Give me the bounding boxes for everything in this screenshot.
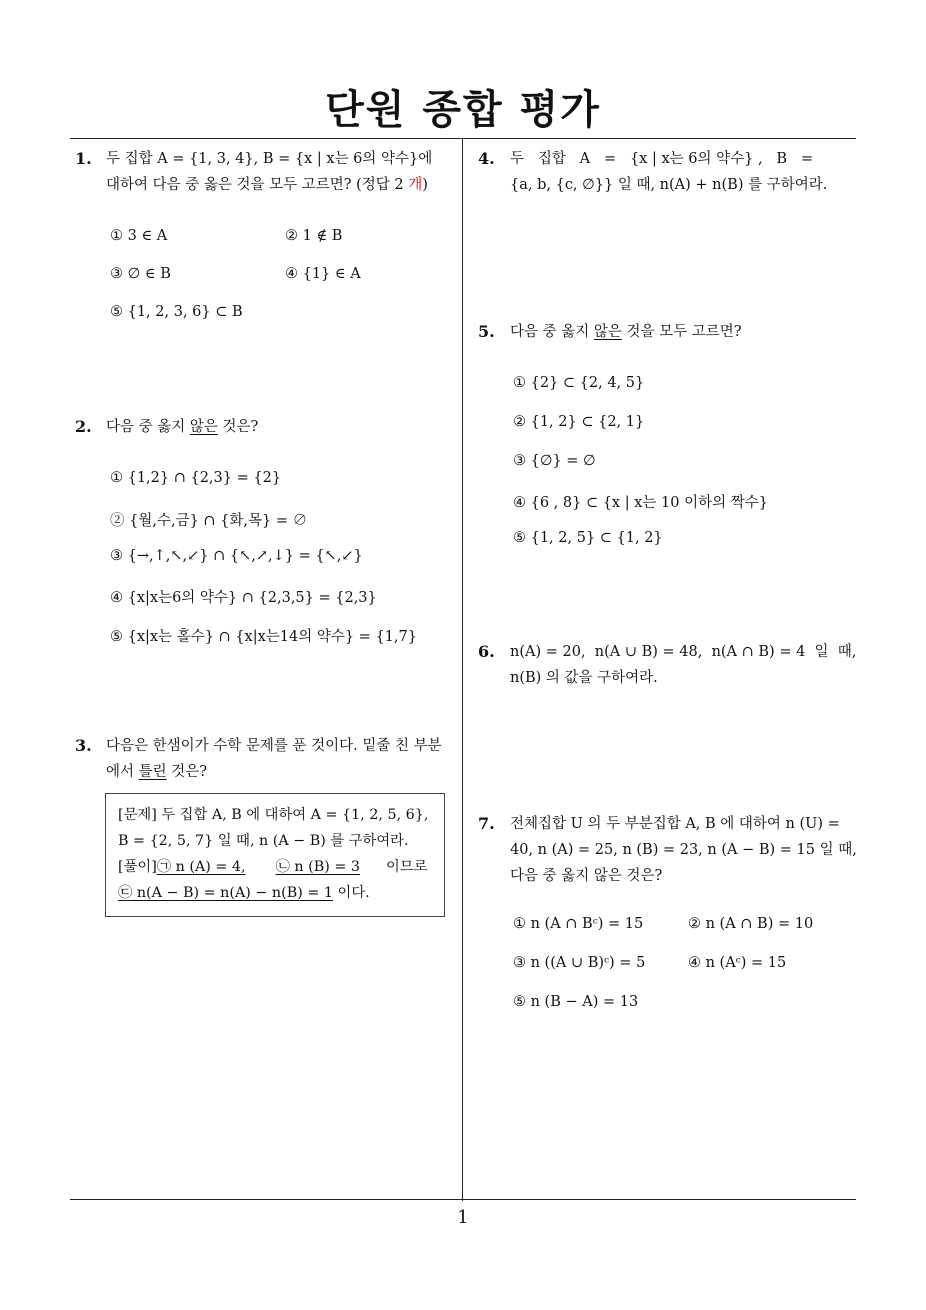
step-a[interactable]: ㉠ n (A) = 4, — [156, 859, 246, 875]
question-text-line2: 대하여 다음 중 옳은 것을 모두 고르면? (정답 2 개) — [106, 177, 428, 193]
step-b[interactable]: ㉡ n (B) = 3 — [275, 859, 360, 875]
question-number: 7. — [478, 814, 495, 833]
bottom-rule — [70, 1199, 856, 1200]
solution-line-2: ㉢ n(A − B) = n(A) − n(B) = 1 이다. — [118, 885, 370, 901]
question-text: n(A) = 20, n(A ∪ B) = 48, n(A ∩ B) = 4 일 때, — [510, 644, 857, 660]
question-text-line2: n(B) 의 값을 구하여라. — [510, 670, 658, 686]
page-title: 단원 종합 평가 — [325, 87, 601, 133]
question-number: 2. — [75, 417, 92, 436]
choice-2[interactable]: ② 1 ∉ B — [285, 228, 343, 244]
choice-3[interactable]: ③ {→,↑,↖,↙} ∩ {↖,↗,↓} = {↖,↙} — [110, 548, 363, 564]
answer-count: 개 — [408, 177, 423, 193]
solution-line-1: [풀이]㉠ n (A) = 4, ㉡ n (B) = 3 이므로 — [118, 859, 428, 875]
question-number: 1. — [75, 149, 92, 168]
choice-5[interactable]: ⑤ {1, 2, 3, 6} ⊂ B — [110, 304, 243, 320]
question-text: 다음은 한샘이가 수학 문제를 푼 것이다. 밑줄 친 부분 — [106, 738, 442, 754]
choice-1[interactable]: ① {1,2} ∩ {2,3} = {2} — [110, 470, 282, 486]
question-number: 6. — [478, 642, 495, 661]
question-text: 두 집합 A = {1, 3, 4}, B = {x | x는 6의 약수}에 — [106, 151, 433, 167]
question-text-line2: 40, n (A) = 25, n (B) = 23, n (A − B) = 15 일 때, — [510, 842, 857, 858]
choice-4[interactable]: ④ {x|x는6의 약수} ∩ {2,3,5} = {2,3} — [110, 590, 377, 606]
choice-5[interactable]: ⑤ {x|x는 홀수} ∩ {x|x는14의 약수} = {1,7} — [110, 629, 417, 645]
choice-1[interactable]: ① {2} ⊂ {2, 4, 5} — [513, 375, 645, 391]
question-number: 4. — [478, 149, 495, 168]
underlined-word: 틀린 — [138, 764, 167, 780]
choice-2[interactable]: ② {1, 2} ⊂ {2, 1} — [513, 414, 645, 430]
choice-3[interactable]: ③ {∅} = ∅ — [513, 453, 596, 469]
choice-2[interactable]: ② {월,수,금} ∩ {화,목} = ∅ — [110, 513, 308, 529]
step-c[interactable]: ㉢ n(A − B) = n(A) − n(B) = 1 — [118, 885, 333, 901]
question-text: 다음 중 옳지 않은 것을 모두 고르면? — [510, 324, 742, 340]
choice-1[interactable]: ① n (A ∩ Bᶜ) = 15 — [513, 916, 644, 932]
choice-4[interactable]: ④ {1} ∈ A — [285, 266, 361, 282]
column-divider — [462, 139, 463, 1201]
choice-5[interactable]: ⑤ {1, 2, 5} ⊂ {1, 2} — [513, 530, 663, 546]
question-text: 전체집합 U 의 두 부분집합 A, B 에 대하여 n (U) = — [510, 816, 840, 832]
underlined-word: 않은 — [593, 324, 622, 340]
solution-box — [105, 793, 445, 917]
question-text: 두 집합 A = {x | x는 6의 약수} , B = — [510, 151, 814, 167]
question-number: 3. — [75, 736, 92, 755]
page-number: 1 — [457, 1207, 469, 1228]
underlined-word: 않은 — [189, 419, 218, 435]
choice-2[interactable]: ② n (A ∩ B) = 10 — [688, 916, 814, 932]
choice-1[interactable]: ① 3 ∈ A — [110, 228, 168, 244]
choice-3[interactable]: ③ ∅ ∈ B — [110, 266, 171, 282]
choice-5[interactable]: ⑤ n (B − A) = 13 — [513, 994, 639, 1010]
question-text-line2: 에서 틀린 것은? — [106, 764, 208, 780]
question-text-line2: {a, b, {c, ∅}} 일 때, n(A) + n(B) 를 구하여라. — [510, 177, 828, 193]
question-number: 5. — [478, 322, 495, 341]
question-text: 다음 중 옳지 않은 것은? — [106, 419, 259, 435]
choice-4[interactable]: ④ {6 , 8} ⊂ {x | x는 10 이하의 짝수} — [513, 495, 768, 511]
choice-4[interactable]: ④ n (Aᶜ) = 15 — [688, 955, 787, 971]
question-text-line3: 다음 중 옳지 않은 것은? — [510, 868, 663, 884]
choice-3[interactable]: ③ n ((A ∪ B)ᶜ) = 5 — [513, 955, 646, 971]
problem-line-1: [문제] 두 집합 A, B 에 대하여 A = {1, 2, 5, 6}, — [118, 807, 429, 823]
problem-line-2: B = {2, 5, 7} 일 때, n (A − B) 를 구하여라. — [118, 833, 409, 849]
